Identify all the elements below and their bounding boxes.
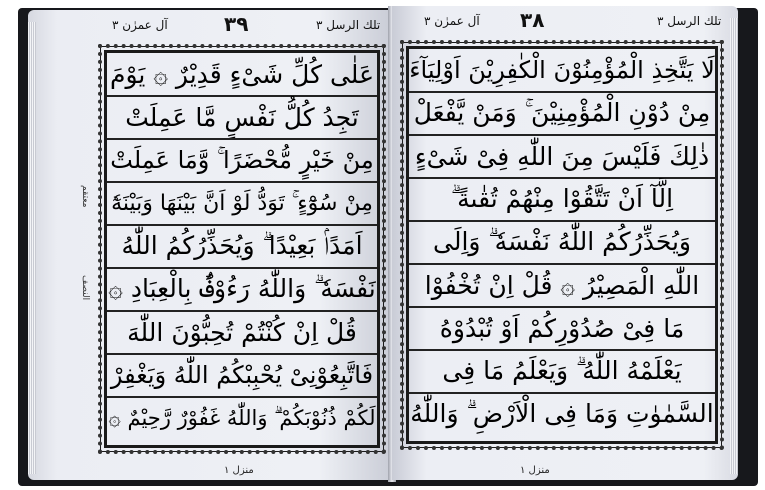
right-line-1: لَا يَتَّخِذِ الْمُؤْمِنُوْنَ الْكٰفِرِيْنَ اَوْلِيَآءَ [409, 49, 715, 93]
left-juz-label: تلك الرسل ٣ [316, 18, 381, 32]
page-edge-right [730, 18, 738, 474]
left-margin-note-1: معتقم [80, 185, 90, 208]
left-margin-note-2: النصف [80, 275, 90, 301]
page-edge-left [28, 22, 36, 474]
right-page-number: ٣٨ [520, 8, 545, 32]
right-page [392, 6, 738, 480]
left-line-1: عَلٰى كُلِّ شَىْءٍ قَدِيْرٌ ۞ يَوْمَ [107, 53, 377, 97]
right-line-9: السَّمٰوٰتِ وَمَا فِى الْاَرْضِ ۗ وَاللّٰهُ [410, 399, 714, 428]
right-line-8: يَعْلَمْهُ اللّٰهُ ۗ وَيَعْلَمُ مَا فِى [409, 350, 715, 394]
left-text-frame [104, 50, 380, 448]
left-page-footer: منزل ١ [224, 465, 254, 476]
left-line-3: مِنْ خَيْرٍ مُّحْضَرًا ۚ وَّمَا عَمِلَتْ [107, 139, 377, 183]
left-line-8: فَاتَّبِعُوْنِىْ يُحْبِبْكُمُ اللّٰهُ وَيَغْفِرْ [107, 354, 377, 398]
left-page-number: ٣٩ [224, 12, 249, 36]
right-surah-label: آل عمرٰن ٣ [424, 14, 480, 28]
left-line-2: تَجِدُ كُلُّ نَفْسٍ مَّا عَمِلَتْ [107, 96, 377, 140]
left-line-9: لَكُمْ ذُنُوْبَكُمْ ۗ وَاللّٰهُ غَفُوْرٌ رَّحِيْمٌ ۞ [108, 405, 376, 430]
right-line-3: ذٰلِكَ فَلَيْسَ مِنَ اللّٰهِ فِىْ شَىْءٍ [409, 135, 715, 179]
left-surah-label: آل عمرٰن ٣ [112, 18, 168, 32]
right-line-7: مَا فِىْ صُدُوْرِكُمْ اَوْ تُبْدُوْهُ [409, 307, 715, 351]
right-line-4: اِلَّآ اَنْ تَتَّقُوْا مِنْهُمْ تُقٰىةً ۗ [409, 178, 715, 222]
right-line-2: مِنْ دُوْنِ الْمُؤْمِنِيْنَ ۚ وَمَنْ يَّفْعَلْ [409, 92, 715, 136]
left-line-5: اَمَدًاۢ بَعِيْدًا ۗ وَيُحَذِّرُكُمُ اللّٰهُ [107, 225, 377, 269]
left-line-7: قُلْ اِنْ كُنْتُمْ تُحِبُّوْنَ اللّٰهَ [107, 311, 377, 355]
right-text-frame [406, 46, 718, 444]
right-page-footer: منزل ١ [520, 465, 550, 476]
right-page-header [392, 8, 738, 36]
left-line-6: نَفْسَهٗ ۗ وَاللّٰهُ رَءُوْفٌۢ بِالْعِبَادِ ۞ [107, 268, 377, 312]
right-line-5: وَيُحَذِّرُكُمُ اللّٰهُ نَفْسَهٗ ۗ وَاِلَى [409, 221, 715, 265]
left-page [28, 10, 392, 480]
left-line-4: مِنْ سُوْٓءٍ ۚ تَوَدُّ لَوْ اَنَّ بَيْنَهَا وَبَيْنَهٗٓ [107, 182, 377, 226]
right-line-6: اللّٰهِ الْمَصِيْرُ ۞ قُلْ اِنْ تُخْفُوْا [409, 264, 715, 308]
right-juz-label: تلك الرسل ٣ [657, 14, 722, 28]
left-page-header [28, 12, 392, 40]
